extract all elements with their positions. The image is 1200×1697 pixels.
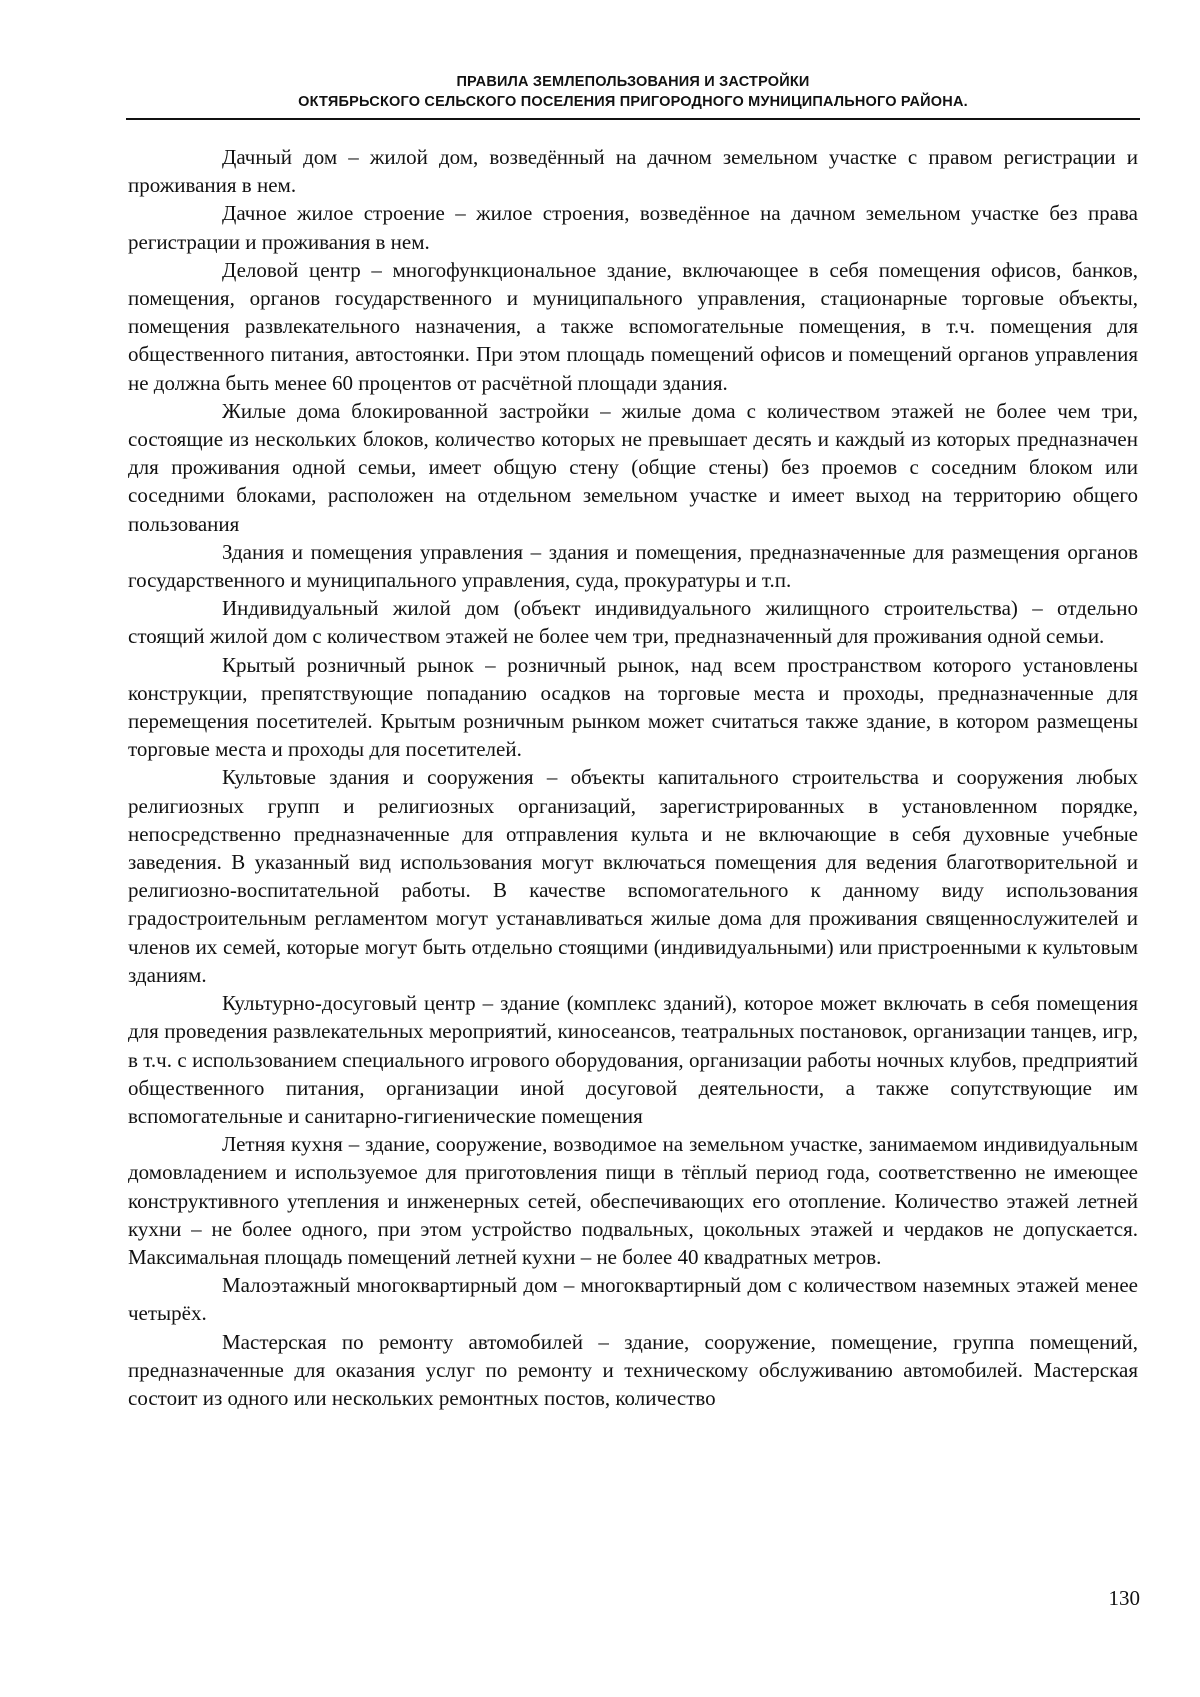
paragraph-kryty-rynok: Крытый розничный рынок – розничный рынок, над всем пространством которого установлены конструкции, препятствующие попаданию осадков на торговые места и проходы, предназначенные для перемещения посетителей. Крытым розничным рынком может считаться также здание, в котором размещены торговые места и проходы для посетителей. [128, 652, 1138, 762]
paragraph-letnyaya-kuhnya: Летняя кухня – здание, сооружение, возводимое на земельном участке, занимаемом индивидуальным домовладением и используемое для приготовления пищи в тёплый период года, соответственно не имеющее конструктивного утепления и инженерных сетей, обеспечивающих его отопление. Количество этажей летней кухни – не более одного, при этом устройство подвальных, цокольных этажей и чердаков не допускается. Максимальная площадь помещений летней кухни – не более 40 квадратных метров. [128, 1132, 1138, 1269]
paragraph-zdaniya-upravleniya: Здания и помещения управления – здания и помещения, предназначенные для размещения органов государственного и муниципального управления, суда, прокуратуры и т.п. [128, 539, 1138, 593]
paragraph-maloetazhny-dom: Малоэтажный многоквартирный дом – многоквартирный дом с количеством наземных этажей менее четырёх. [128, 1273, 1138, 1326]
paragraph-masterskaya-remonta: Мастерская по ремонту автомобилей – здание, сооружение, помещение, группа помещений, предназначенные для оказания услуг по ремонту и техническому обслуживанию автомобилей. Мастерская состоит из одного или нескольких ремонтных постов, количество [128, 1329, 1138, 1410]
paragraph-individualny-dom: Индивидуальный жилой дом (объект индивидуального жилищного строительства) – отдельно стоящий жилой дом с количеством этажей не более чем три, предназначенный для проживания одной семьи. [128, 596, 1138, 649]
paragraph-blokirovannaya-zastroyka: Жилые дома блокированной застройки – жилые дома с количеством этажей не более чем три, состоящие из нескольких блоков, количество которых не превышает десять и каждый из которых предназначен для проживания одной семьи, имеет общую стену (общие стены) без проемов с соседним блоком или соседними блоками, расположен на отдельном земельном участке и имеет выход на территорию общего пользования [128, 398, 1138, 536]
paragraph-kulturno-dosugovy-centr: Культурно-досуговый центр – здание (комплекс зданий), которое может включать в себя помещения для проведения развлекательных мероприятий, киносеансов, театральных постановок, организации танцев, игр, в т.ч. с использованием специального игрового оборудования, организации работы ночных клубов, предприятий общественного питания, организации иной досуговой деятельности, а также сопутствующие им вспомогательные и санитарно-гигиенические помещения [128, 991, 1138, 1128]
paragraph-kultovye-zdaniya: Культовые здания и сооружения – объекты капитального строительства и сооружения любых религиозных групп и религиозных организаций, зарегистрированных в установленном порядке, непосредственно предназначенные для отправления культа и не включающие в себя духовные учебные заведения. В указанный вид использования могут включаться помещения для ведения благотворительной и религиозно-воспитательной работы. В качестве вспомогательного к данному виду использования градостроительным регламентом могут устанавливаться жилые дома для проживания священнослужителей и членов их семей, которые могут быть отдельно стоящими (индивидуальными) или пристроенными к культовым зданиям. [128, 765, 1138, 987]
page-number: 130 [1108, 1586, 1140, 1610]
paragraph-dachny-dom: Дачный дом – жилой дом, возведённый на дачном земельном участке с правом регистрации и проживания в нем. [128, 145, 1138, 198]
header-divider [126, 118, 1140, 120]
page-header [126, 72, 1140, 112]
header-title-line-1: ПРАВИЛА ЗЕМЛЕПОЛЬЗОВАНИЯ И ЗАСТРОЙКИ [456, 74, 810, 90]
header-title-line-2: ОКТЯБРЬСКОГО СЕЛЬСКОГО ПОСЕЛЕНИЯ ПРИГОРОДНОГО МУНИЦИПАЛЬНОГО РАЙОНА. [298, 94, 968, 110]
paragraph-dachnoe-stroenie: Дачное жилое строение – жилое строения, возведённое на дачном земельном участке без права регистрации и проживания в нем. [128, 201, 1138, 254]
document-body [128, 143, 1138, 1412]
paragraph-delovoy-centr: Деловой центр – многофункциональное здание, включающее в себя помещения офисов, банков, помещения, органов государственного и муниципального управления, стационарные торговые объекты, помещения развлекательного назначения, а также вспомогательные помещения, в т.ч. помещения для общественного питания, автостоянки. При этом площадь помещений офисов и помещений органов управления не должна быть менее 60 процентов от расчётной площади здания. [128, 257, 1138, 395]
